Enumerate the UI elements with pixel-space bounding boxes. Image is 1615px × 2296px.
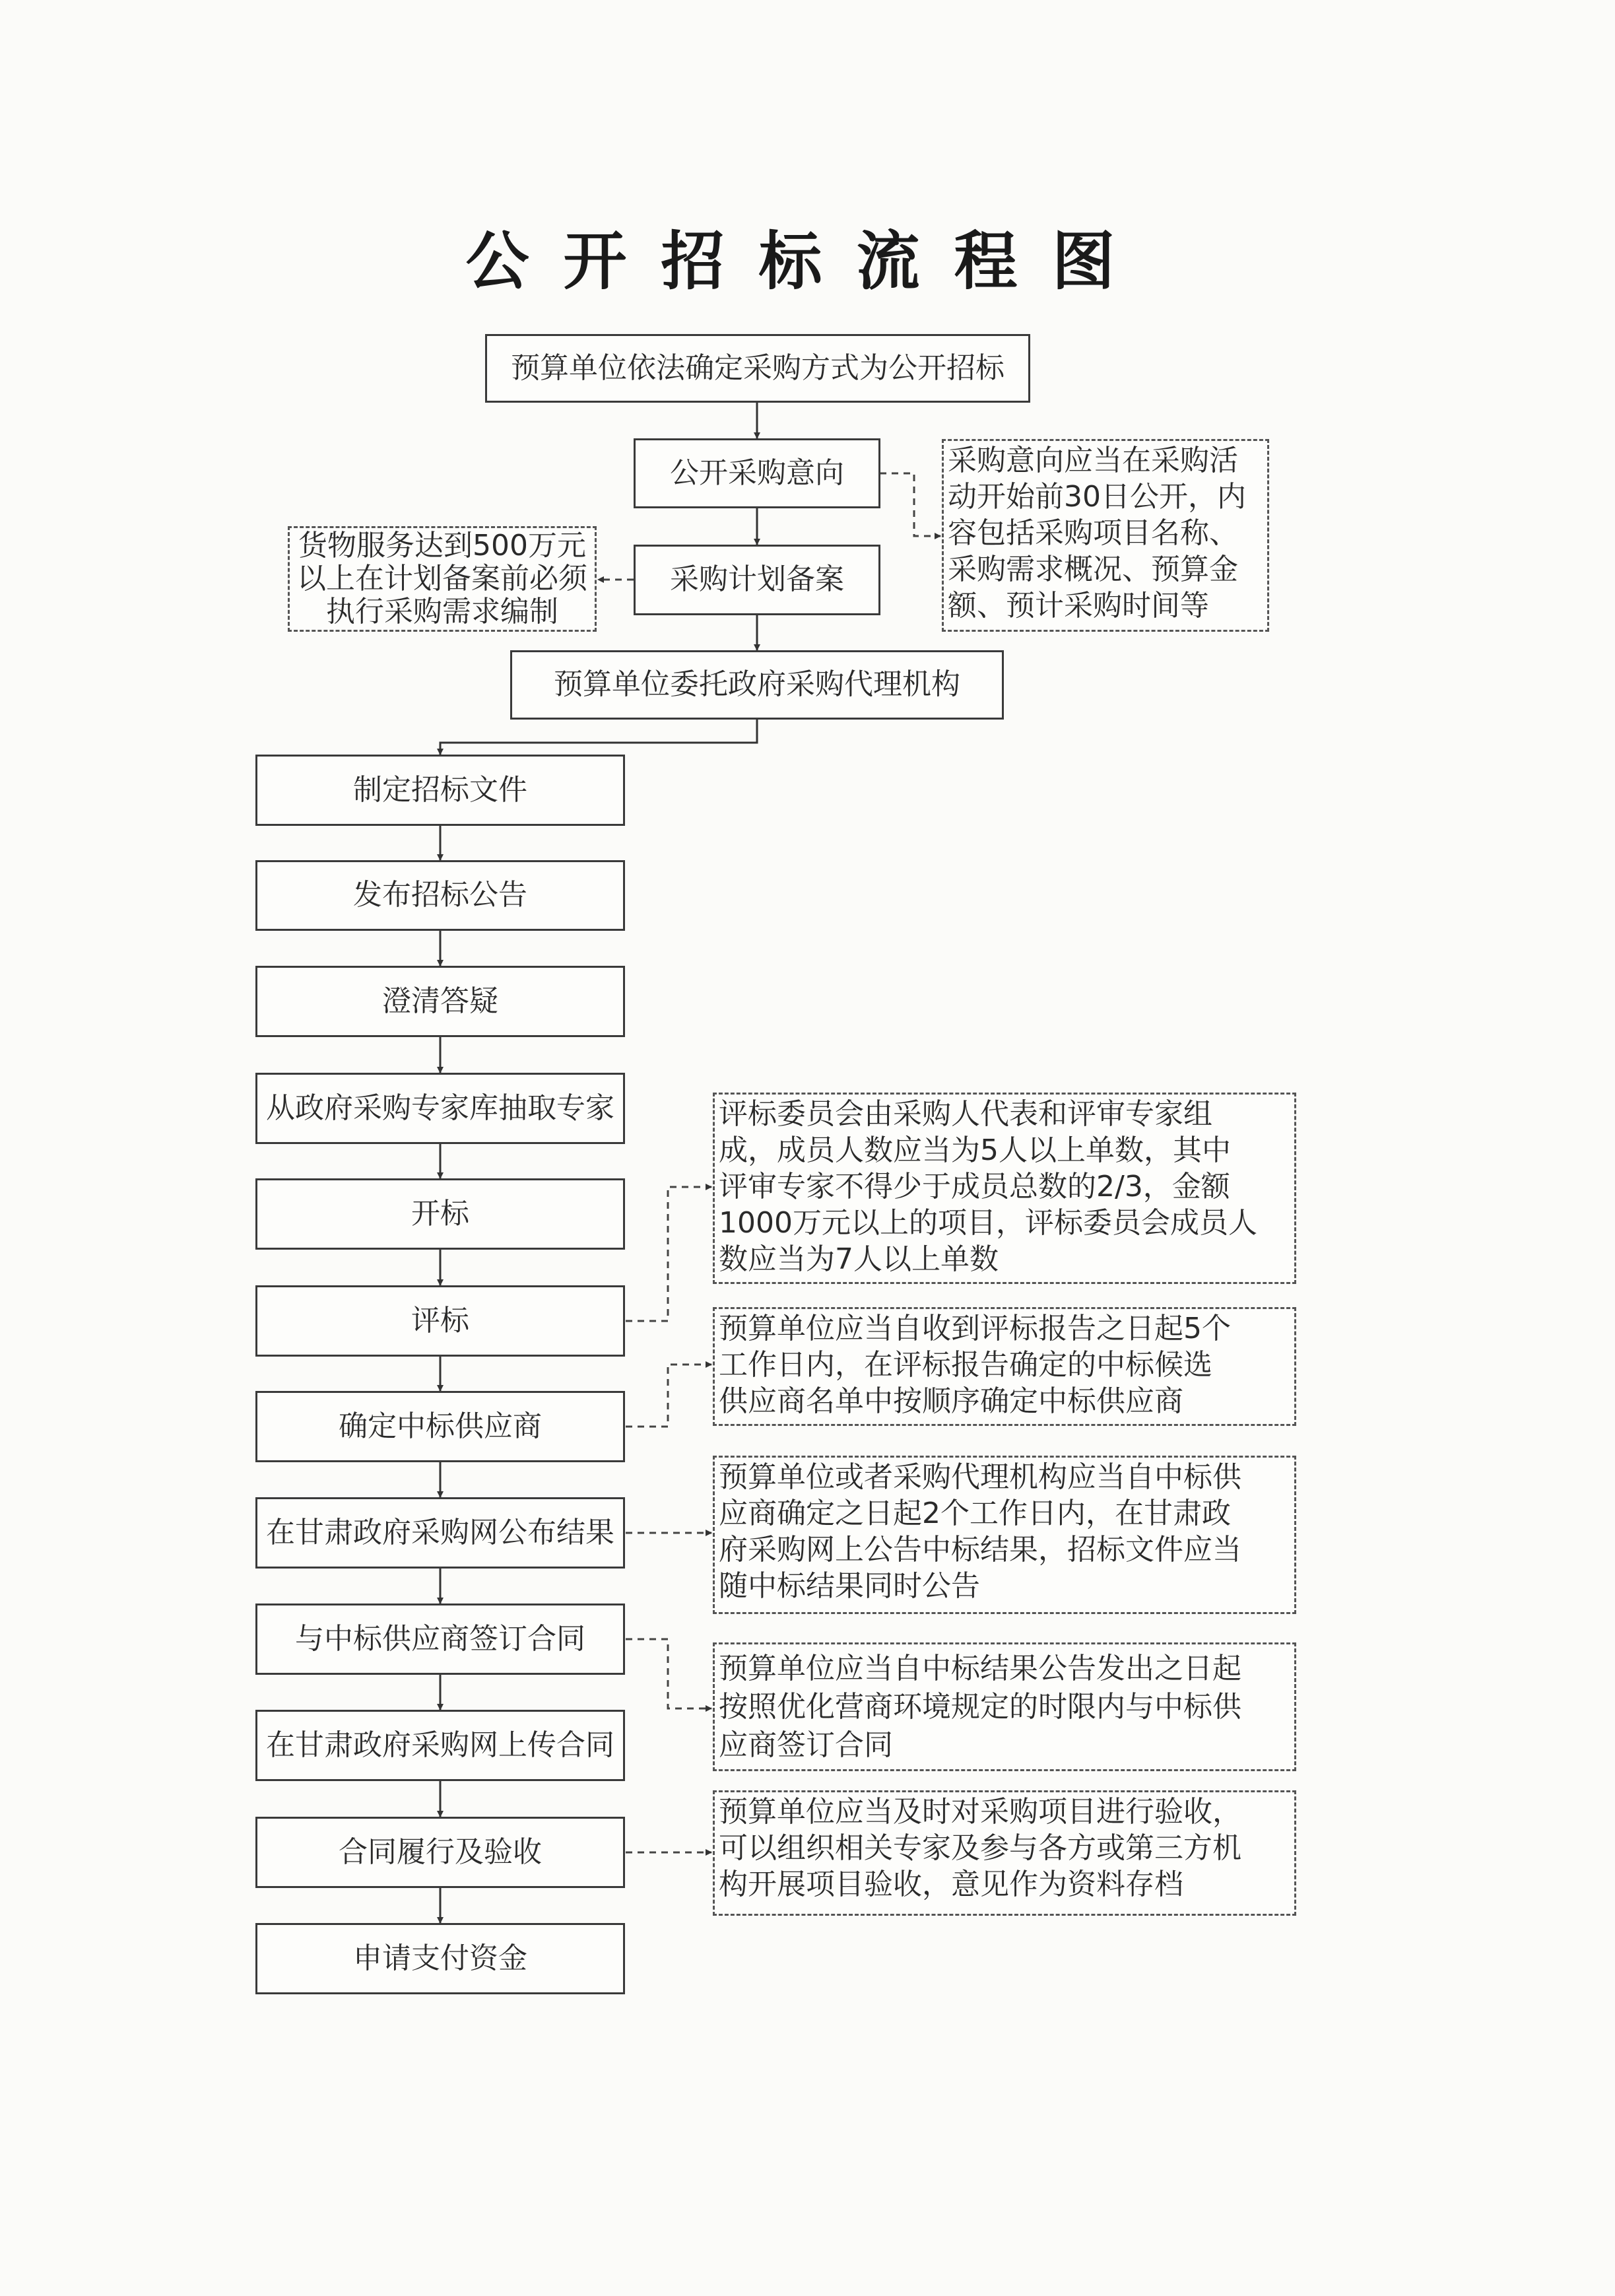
step-bid-evaluation: 评标 [255, 1285, 625, 1357]
step-select-experts: 从政府采购专家库抽取专家 [255, 1073, 625, 1144]
note-committee: 评标委员会由采购人代表和评审专家组 成，成员人数应当为5人以上单数，其中 评审专家不得少于成员总数的2/3，金额 1000万元以上的项目，评标委员会成员人 数应当为7人以上单数 [713, 1093, 1296, 1284]
note-plan: 货物服务达到500万元 以上在计划备案前必须 执行采购需求编制 [288, 526, 597, 632]
step-entrust-agency: 预算单位委托政府采购代理机构 [510, 650, 1004, 720]
note-acceptance: 预算单位应当及时对采购项目进行验收， 可以组织相关专家及参与各方或第三方机 构开展项目验收，意见作为资料存档 [713, 1790, 1296, 1916]
step-determine-winner: 确定中标供应商 [255, 1391, 625, 1462]
dashed-arrow-contract [626, 1639, 711, 1708]
step-publish-result: 在甘肃政府采购网公布结果 [255, 1497, 625, 1569]
step-publish-intent: 公开采购意向 [634, 438, 880, 508]
step-sign-contract: 与中标供应商签订合同 [255, 1604, 625, 1675]
note-determine: 预算单位应当自收到评标报告之日起5个 工作日内，在评标报告确定的中标候选 供应商名单中按顺序确定中标供应商 [713, 1307, 1296, 1426]
note-publish: 预算单位或者采购代理机构应当自中标供 应商确定之日起2个工作日内，在甘肃政 府采购网上公告中标结果，招标文件应当 随中标结果同时公告 [713, 1456, 1296, 1614]
step-contract-acceptance: 合同履行及验收 [255, 1817, 625, 1888]
dashed-arrow-committee [626, 1187, 711, 1321]
step-clarification: 澄清答疑 [255, 966, 625, 1037]
arrow-s4-s5 [440, 720, 757, 755]
note-contract: 预算单位应当自中标结果公告发出之日起 按照优化营商环境规定的时限内与中标供 应商签订合同 [713, 1642, 1296, 1771]
step-determine-method: 预算单位依法确定采购方式为公开招标 [485, 334, 1030, 403]
step-apply-payment: 申请支付资金 [255, 1923, 625, 1994]
page-title: 公开招标流程图 [465, 224, 1150, 298]
step-prepare-tender-docs: 制定招标文件 [255, 755, 625, 826]
dashed-arrow-determine [626, 1365, 711, 1427]
step-plan-filing: 采购计划备案 [634, 545, 880, 615]
step-upload-contract: 在甘肃政府采购网上传合同 [255, 1710, 625, 1781]
dashed-arrow-intent [880, 473, 940, 536]
step-publish-tender-notice: 发布招标公告 [255, 860, 625, 931]
step-bid-opening: 开标 [255, 1178, 625, 1250]
note-intent: 采购意向应当在采购活 动开始前30日公开，内 容包括采购项目名称、 采购需求概况、预算金 额、预计采购时间等 [942, 439, 1269, 632]
